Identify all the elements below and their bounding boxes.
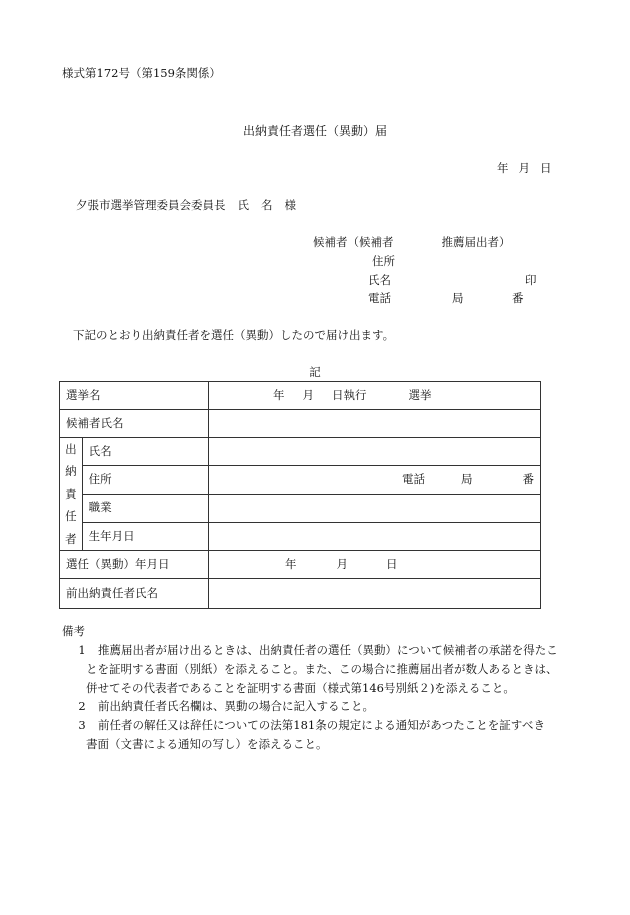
treasurer-address-field[interactable] bbox=[209, 466, 541, 494]
election-name-label: 選挙名 bbox=[60, 382, 209, 410]
note-number: 3 bbox=[78, 718, 86, 732]
phone-ban: 番 bbox=[522, 472, 534, 486]
treasurer-birthdate-field[interactable] bbox=[209, 522, 541, 550]
table-row bbox=[60, 551, 541, 579]
election-name-value bbox=[215, 389, 534, 403]
document-title: 出納責任者選任（異動）届 bbox=[242, 124, 387, 138]
note-text: 前任者の解任又は辞任についての法第181条の規定による通知があつたことを証すべき bbox=[98, 718, 545, 732]
treasurer-address-label: 住所 bbox=[82, 466, 208, 494]
date-year: 年 bbox=[497, 161, 509, 175]
candidate-role-open: 候補者（候補者 bbox=[313, 235, 394, 249]
candidate-role bbox=[313, 236, 511, 250]
addressee-org: 夕張市選挙管理委員会委員長 bbox=[76, 198, 226, 212]
appointment-date-label: 選任（異動）年月日 bbox=[60, 551, 209, 579]
vertical-char: 任 bbox=[65, 509, 77, 524]
note-text: 推薦届出者が届け出るときは、出納責任者の選任（異動）について候補者の承諾を得たこ bbox=[98, 643, 558, 657]
candidate-phone-label: 電話 bbox=[368, 291, 391, 305]
table-row bbox=[60, 522, 541, 550]
note-item-3 bbox=[62, 719, 545, 733]
treasurer-occupation-field[interactable] bbox=[209, 494, 541, 522]
phone-label: 電話 bbox=[402, 472, 425, 486]
note-item-1 bbox=[62, 644, 558, 658]
table-row bbox=[60, 466, 541, 494]
treasurer-phone bbox=[215, 473, 534, 487]
form-number: 様式第172号（第159条関係） bbox=[62, 66, 221, 80]
table-row bbox=[60, 494, 541, 522]
vertical-char: 出 bbox=[65, 442, 77, 456]
candidate-role-alt: 推薦届出者） bbox=[441, 235, 511, 249]
table-row bbox=[60, 382, 541, 410]
addressee-name-label-1: 氏 bbox=[237, 198, 249, 212]
treasurer-occupation-label: 職業 bbox=[82, 494, 208, 522]
addressee-name-label-2: 名 bbox=[261, 198, 273, 212]
intro-text: 下記のとおり出納責任者を選任（異動）したので届け出ます。 bbox=[73, 328, 395, 342]
candidate-name-row-label: 候補者氏名 bbox=[60, 410, 209, 438]
election-year: 年 bbox=[273, 387, 285, 402]
notes-heading: 備考 bbox=[62, 624, 85, 638]
addressee-honorific: 様 bbox=[284, 198, 296, 212]
candidate-phone-ban: 番 bbox=[512, 291, 524, 305]
candidate-address-label: 住所 bbox=[372, 254, 395, 268]
note-text: 前出納責任者氏名欄は、異動の場合に記入すること。 bbox=[98, 699, 374, 713]
election-month: 月 bbox=[302, 387, 314, 402]
note-item-1-line-3: 併せてその代表者であることを証明する書面（様式第146号別紙２)を添えること。 bbox=[86, 681, 515, 695]
note-number: 1 bbox=[78, 643, 86, 657]
election-name-field[interactable] bbox=[209, 382, 541, 410]
table-row bbox=[60, 438, 541, 466]
appointment-date-field[interactable] bbox=[209, 551, 541, 579]
table-row bbox=[60, 579, 541, 609]
appointment-month: 月 bbox=[336, 556, 348, 571]
election-day: 日執行 bbox=[332, 387, 367, 402]
date-month: 月 bbox=[518, 161, 530, 175]
vertical-char: 者 bbox=[65, 531, 77, 546]
phone-kyoku: 局 bbox=[461, 472, 473, 486]
note-item-3-line-2: 書面（文書による通知の写し）を添えること。 bbox=[86, 737, 328, 751]
table-row bbox=[60, 410, 541, 438]
appointment-year: 年 bbox=[285, 556, 297, 571]
addressee bbox=[76, 199, 296, 213]
submission-date bbox=[497, 162, 552, 176]
date-day: 日 bbox=[540, 161, 552, 175]
note-item-1-line-2: とを証明する書面（別紙）を添えること。また、この場合に推薦届出者が数人あるときは、 bbox=[86, 662, 558, 676]
vertical-char: 納 bbox=[65, 464, 77, 479]
former-treasurer-label: 前出納責任者氏名 bbox=[60, 579, 209, 609]
vertical-char: 責 bbox=[65, 486, 77, 501]
appointment-date-value bbox=[215, 558, 534, 572]
treasurer-birthdate-label: 生年月日 bbox=[82, 522, 208, 550]
candidate-phone-kyoku: 局 bbox=[452, 291, 464, 305]
ki-heading: 記 bbox=[309, 365, 321, 379]
election-suffix: 選挙 bbox=[408, 387, 432, 402]
candidate-name-field[interactable] bbox=[209, 410, 541, 438]
treasurer-vertical-label bbox=[60, 438, 83, 551]
candidate-name-label: 氏名 bbox=[368, 273, 391, 287]
treasurer-name-label: 氏名 bbox=[82, 438, 208, 466]
note-number: 2 bbox=[78, 699, 86, 713]
record-table bbox=[59, 381, 541, 609]
seal-mark: 印 bbox=[525, 273, 537, 287]
treasurer-name-field[interactable] bbox=[209, 438, 541, 466]
note-item-2 bbox=[62, 700, 374, 714]
former-treasurer-field[interactable] bbox=[209, 579, 541, 609]
appointment-day: 日 bbox=[386, 556, 398, 571]
